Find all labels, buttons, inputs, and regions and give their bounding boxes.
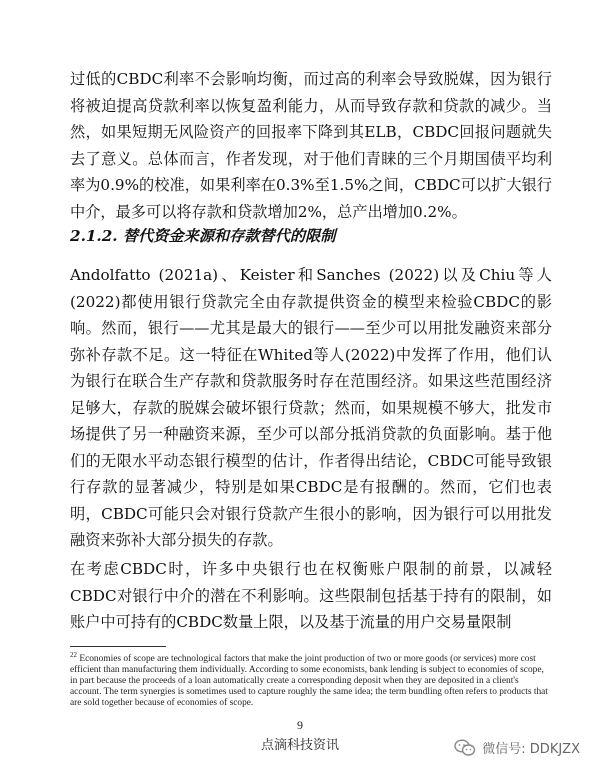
footer-label: 点滴科技资讯: [260, 738, 339, 753]
footnote: [70, 650, 552, 709]
paragraph-3: 在考虑CBDC时，许多中央银行也在权衡账户限制的前景，以减轻CBDC对银行中介的潜在不利影响。这些限制包括基于持有的限制，如账户中可持有的CBDC数量上限，以及基于流量的用户交易量限制: [70, 560, 552, 631]
page-number: 9: [297, 718, 303, 732]
wechat-icon: [454, 739, 476, 757]
wechat-watermark: [454, 738, 580, 757]
footnote-number: 22: [70, 651, 77, 659]
footnote-text: Economies of scope are technological factors that make the joint production of two or more goods (or services) more cost efficient than manufacturing them individually. According to some economists, bank lending is subject to economies of scope, in part because the proceeds of a loan automatically create a corresponding deposit when they are deposited in a client's account. The term synergies is sometimes used to capture roughly the same idea; the term bundling often refers to products that are sold together because of economies of scope.: [70, 654, 548, 709]
section-heading: 2.1.2. 替代资金来源和存款替代的限制: [70, 227, 336, 245]
footnote-divider: [70, 646, 166, 647]
wechat-id: 微信号: DDKJZX: [482, 742, 580, 757]
paragraph-2: Andolfatto (2021a)、Keister和Sanches (2022)以及Chiu等人(2022)都使用银行贷款完全由存款提供资金的模型来检验CBDC的影响。然而，银行——尤其是最大的银行——至少可以用批发融资来部分弥补存款不足。这一特征在Whited等人(2022)中发挥了作用，他们认为银行在联合生产存款和贷款服务时存在范围经济。如果这些范围经济足够大，存款的脱媒会破坏银行贷款；然而，如果规模不够大，批发市场提供了另一种融资来源，至少可以部分抵消贷款的负面影响。基于他们的无限水平动态银行模型的估计，作者得出结论，CBDC可能导致银行存款的显著减少，特别是如果CBDC是有报酬的。然而，它们也表明，CBDC可能只会对银行贷款产生很小的影响，因为银行可以用批发融资来弥补大部分损失的存款。: [70, 266, 552, 549]
paragraph-1: 过低的CBDC利率不会影响均衡，而过高的利率会导致脱媒，因为银行将被迫提高贷款利率以恢复盈利能力，从而导致存款和贷款的减少。当然，如果短期无风险资产的回报率下降到其ELB，CBDC回报问题就失去了意义。总体而言，作者发现，对于他们青睐的三个月期国债平均利率为0.9%的校准，如果利率在0.3%至1.5%之间，CBDC可以扩大银行中介，最多可以将存款和贷款增加2%，总产出增加0.2%。: [70, 70, 552, 221]
